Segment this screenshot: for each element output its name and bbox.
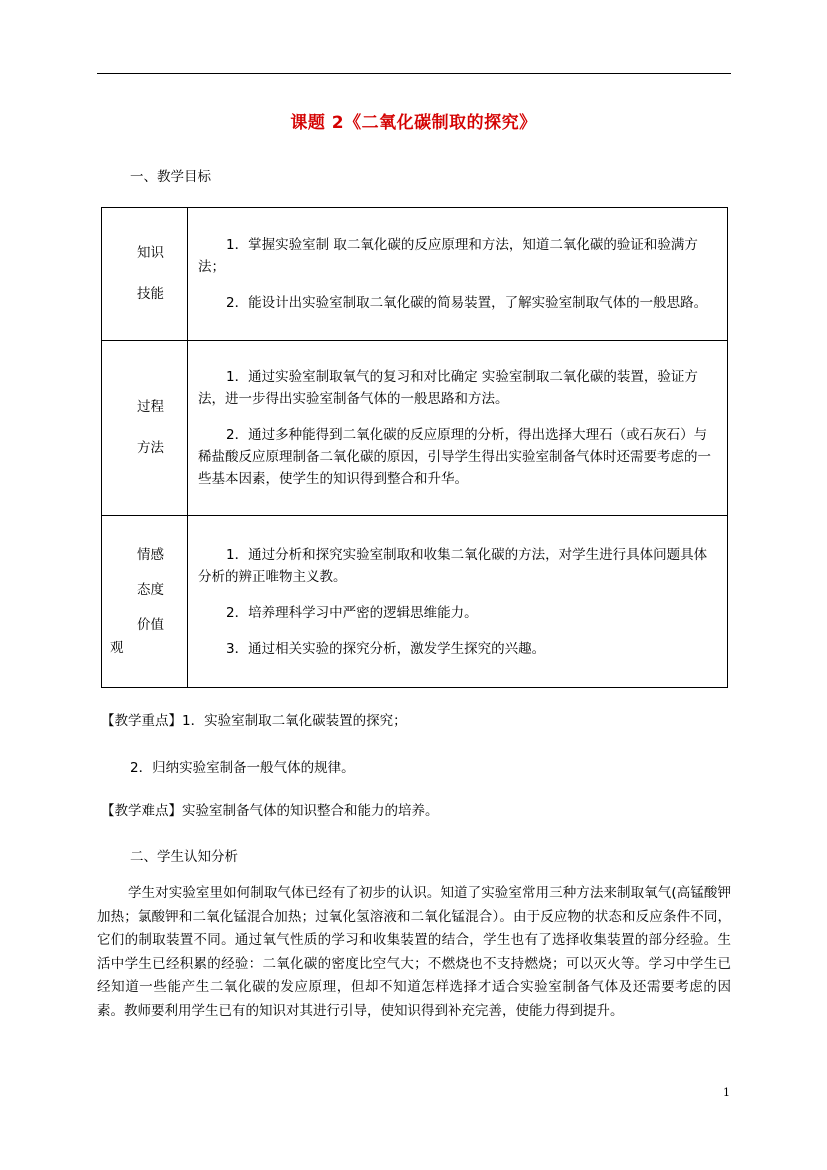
page-number: 1 bbox=[723, 1086, 730, 1099]
row-content bbox=[188, 341, 728, 516]
row-label bbox=[102, 516, 188, 688]
difficulty-line bbox=[101, 800, 728, 822]
row-label bbox=[102, 208, 188, 341]
label-line: 知识 bbox=[137, 245, 164, 261]
key-point-1: 1．实验室制取二氧化碳装置的探究； bbox=[182, 713, 407, 729]
label-line: 态度 bbox=[137, 581, 164, 598]
goal-paragraph: 1．掌握实验室制 取二氧化碳的反应原理和方法，知道二氧化碳的验证和验满方法； bbox=[198, 237, 698, 275]
goals-row-knowledge bbox=[102, 208, 728, 341]
difficulty-text: 实验室制备气体的知识整合和能力的培养。 bbox=[182, 803, 439, 819]
key-point-2: 2．归纳实验室制备一般气体的规律。 bbox=[130, 760, 355, 776]
goals-table bbox=[101, 207, 728, 688]
label-line: 情感 bbox=[137, 546, 164, 563]
analysis-paragraph: 学生对实验室里如何制取气体已经有了初步的认识。知道了实验室常用三种方法来制取氧气(高锰酸钾加热；氯酸钾和二氧化锰混合加热；过氧化氢溶液和二氧化锰混合）。由于反应物的状态和反应条件不同，它们的制取装置不同。通过氧气性质的学习和收集装置的结合，学生也有了选择收集装置的部分经验。生活中学生已经积累的经验：二氧化碳的密度比空气大；不燃烧也不支持燃烧；可以灭火等。学习中学生已经知道一些能产生二氧化碳的发应原理，但却不知道怎样选择才适合实验室制备气体及还需要考虑的因素。教师要利用学生已有的知识对其进行引导，使知识得到补充完善，使能力得到提升。 bbox=[97, 885, 731, 1019]
row-label bbox=[102, 341, 188, 516]
difficulty-label: 【教学难点】 bbox=[101, 803, 182, 819]
goal-paragraph: 2．能设计出实验室制取二氧化碳的简易装置，了解实验室制取气体的一般思路。 bbox=[226, 295, 708, 311]
label-line: 价值 bbox=[137, 616, 164, 633]
goal-paragraph: 1．通过实验室制取氧气的复习和对比确定 实验室制取二氧化碳的装置，验证方法，进一步得出实验室制备气体的一般思路和方法。 bbox=[198, 369, 698, 407]
goals-row-attitude bbox=[102, 516, 728, 688]
row-content bbox=[188, 516, 728, 688]
section-heading-goals: 一、教学目标 bbox=[130, 169, 211, 185]
goal-paragraph: 2．通过多种能得到二氧化碳的反应原理的分析，得出选择大理石（或石灰石）与稀盐酸反应原理制备二氧化碳的原因，引导学生得出实验室制备气体时还需要考虑的一些基本因素，使学生的知识得到整合和升华。 bbox=[198, 427, 711, 487]
key-points-line bbox=[101, 710, 728, 732]
document-title: 课题 2《二氧化碳制取的探究》 bbox=[290, 113, 537, 133]
header-rule bbox=[97, 73, 731, 74]
label-line: 过程 bbox=[137, 399, 164, 415]
row-content bbox=[188, 208, 728, 341]
key-points-label: 【教学重点】 bbox=[101, 713, 182, 729]
label-line: 观 bbox=[110, 639, 124, 656]
section-heading-analysis: 二、学生认知分析 bbox=[130, 849, 238, 865]
label-line: 技能 bbox=[137, 286, 164, 302]
goal-paragraph: 1．通过分析和探究实验室制取和收集二氧化碳的方法，对学生进行具体问题具体分析的辨正唯物主义教。 bbox=[198, 546, 708, 585]
label-line: 方法 bbox=[137, 440, 164, 456]
goal-paragraph: 3．通过相关实验的探究分析，激发学生探究的兴趣。 bbox=[226, 640, 546, 657]
goals-row-process bbox=[102, 341, 728, 516]
goal-paragraph: 2．培养理科学习中严密的逻辑思维能力。 bbox=[226, 604, 478, 621]
